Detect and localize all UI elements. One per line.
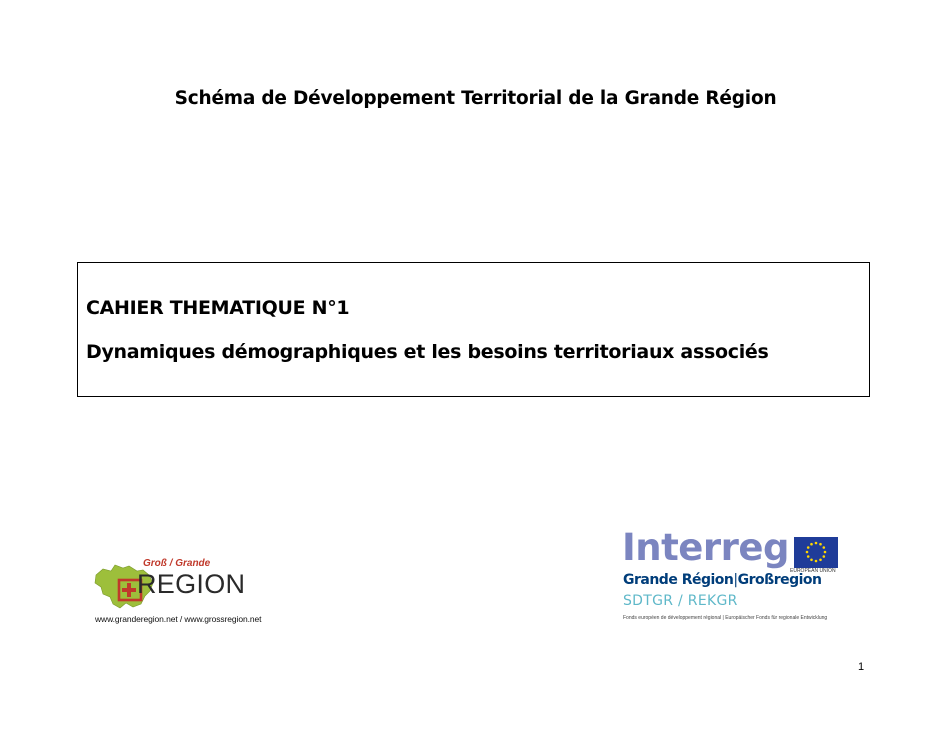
interreg-fund-text: Fonds européen de développement régional | Europäischer Fonds für regionale Entwicklung bbox=[623, 615, 828, 621]
interreg-region-de: Großregion bbox=[737, 572, 822, 588]
interreg-region-fr: Grande Région bbox=[623, 572, 734, 588]
grande-region-url: www.granderegion.net / www.grossregion.net bbox=[95, 614, 262, 624]
interreg-project-code: SDTGR / REKGR bbox=[623, 593, 738, 609]
grande-region-logo-small-text: Groß / Grande bbox=[143, 558, 211, 569]
interreg-separator: | bbox=[733, 572, 738, 588]
thematic-subtitle: Dynamiques démographiques et les besoins territoriaux associés bbox=[86, 341, 769, 363]
eu-label: EUROPEAN UNION bbox=[790, 568, 836, 574]
thematic-heading: CAHIER THEMATIQUE N°1 bbox=[86, 297, 350, 319]
grande-region-logo-big-text: REGION bbox=[137, 569, 246, 599]
page-number: 1 bbox=[858, 661, 865, 673]
eu-flag-icon bbox=[794, 537, 838, 568]
document-title: Schéma de Développement Territorial de la Grande Région bbox=[174, 88, 777, 109]
interreg-logo bbox=[622, 526, 844, 627]
thematic-box bbox=[77, 262, 870, 397]
grande-region-logo bbox=[93, 557, 265, 627]
interreg-wordmark: Interreg bbox=[622, 526, 789, 569]
interreg-region-line bbox=[623, 572, 822, 588]
